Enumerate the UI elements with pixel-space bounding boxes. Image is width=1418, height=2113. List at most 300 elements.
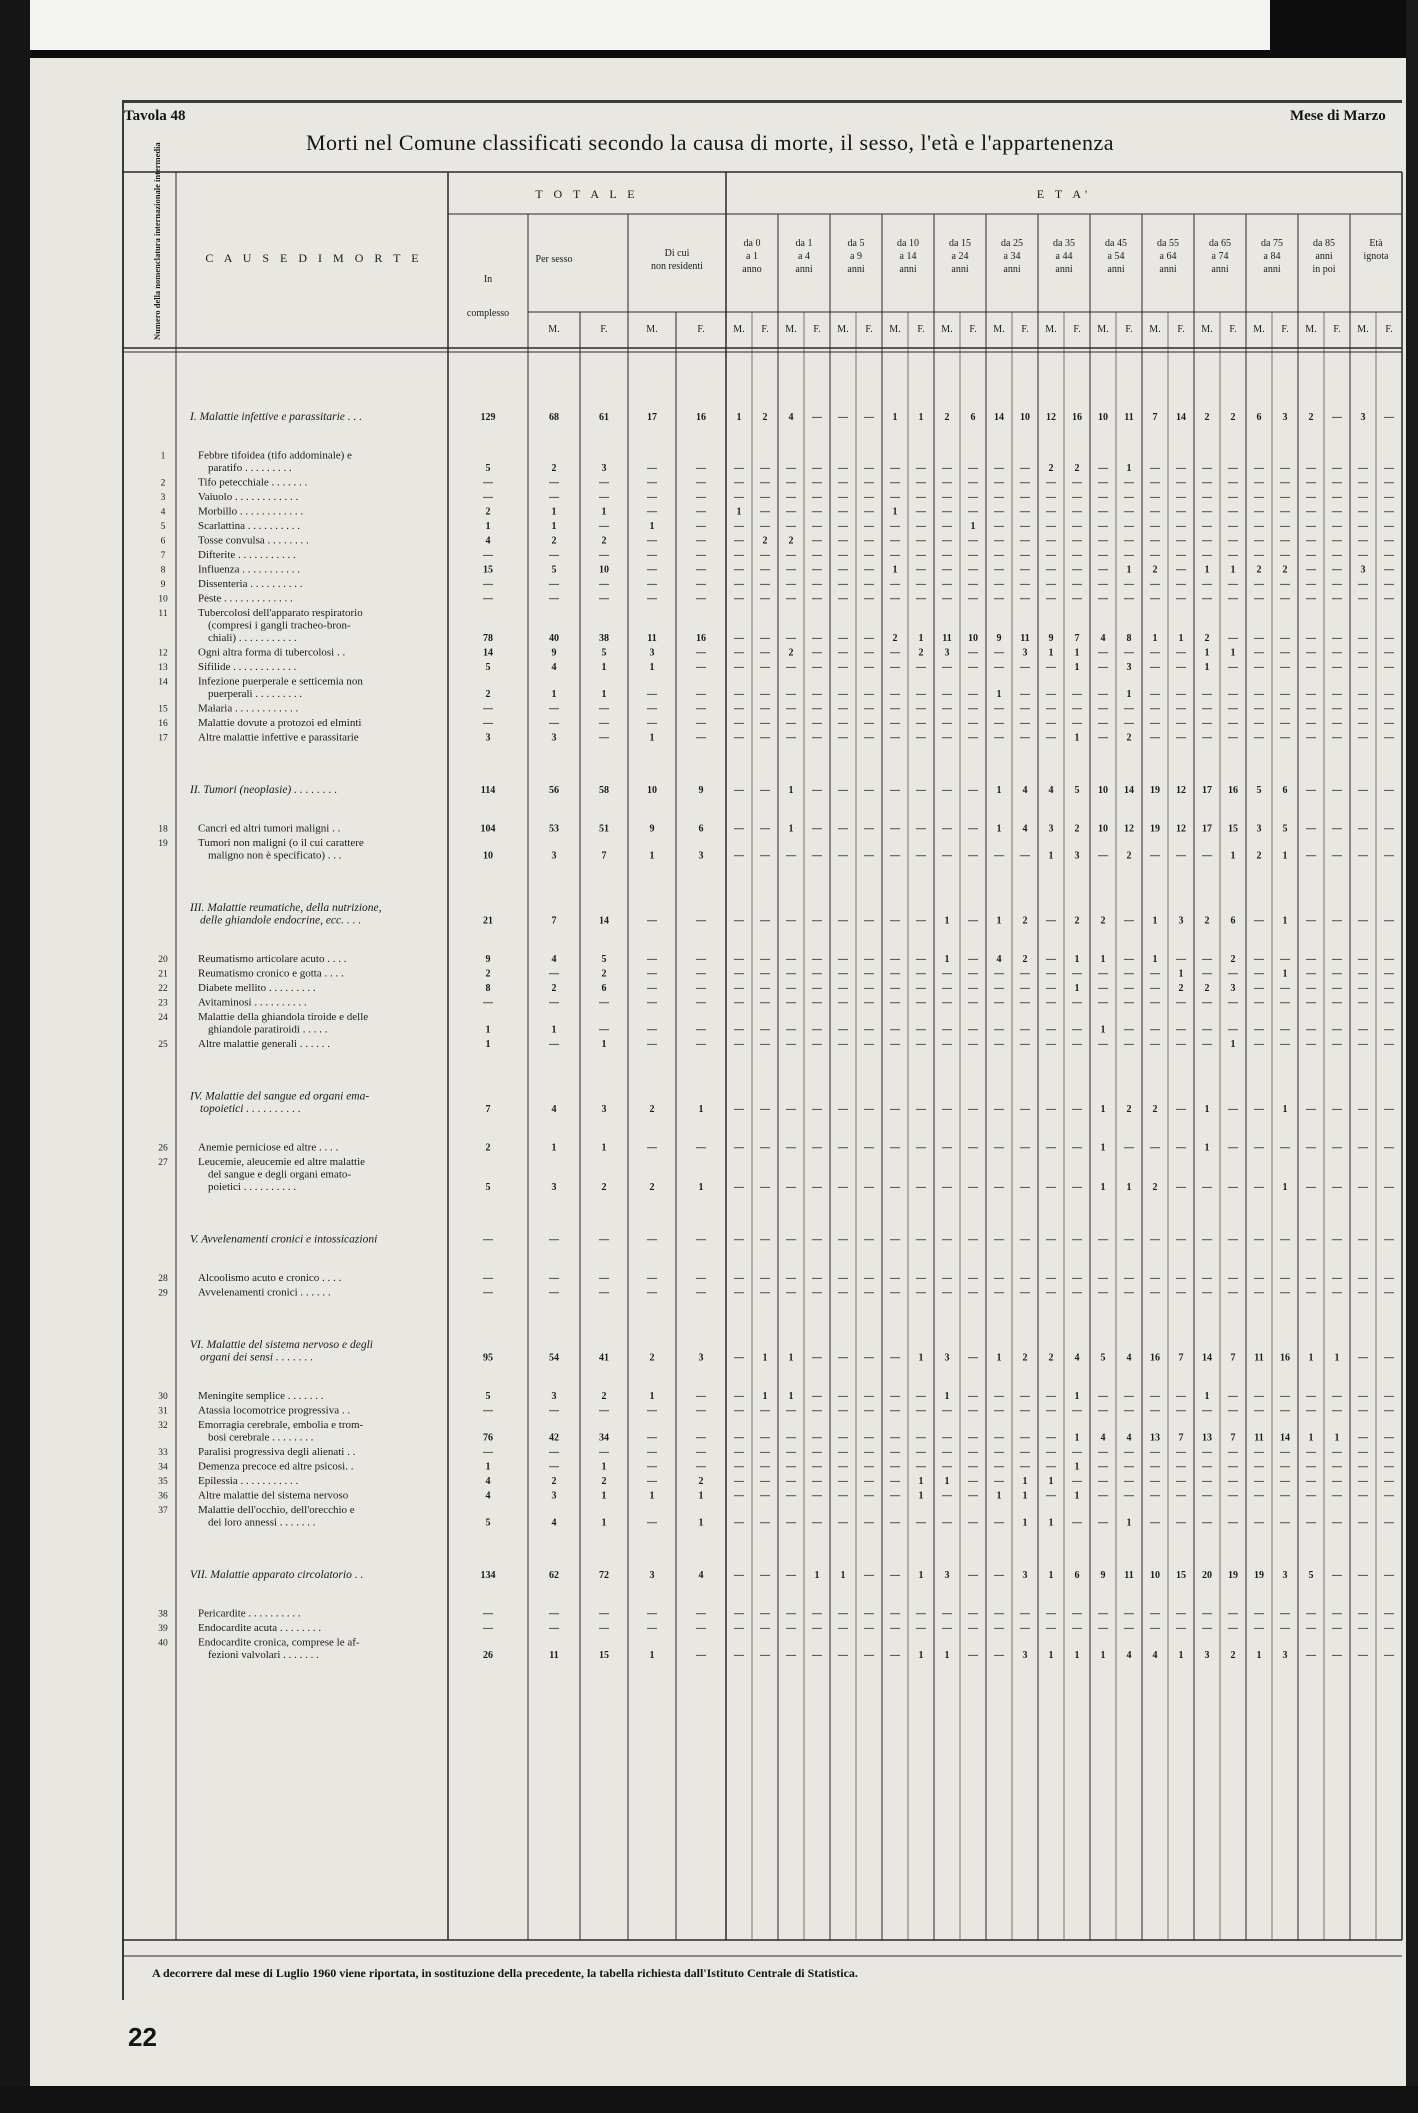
age-value: —: [968, 1039, 978, 1050]
male-value: —: [549, 718, 559, 729]
age-value: —: [864, 647, 874, 659]
age-value: —: [1202, 550, 1212, 561]
total-value: 2: [485, 506, 491, 518]
age-value: —: [760, 492, 770, 503]
age-value: 2: [762, 412, 768, 423]
age-value: —: [916, 1432, 926, 1444]
age-value: —: [1358, 1391, 1368, 1402]
cause-code: 12: [158, 648, 168, 659]
age-value: —: [890, 463, 900, 474]
age-value: —: [968, 732, 978, 744]
age-value: —: [1072, 968, 1082, 980]
age-value: 1: [1100, 1104, 1106, 1115]
age-value: —: [1280, 718, 1290, 729]
male-value: —: [549, 1287, 559, 1299]
male-value: —: [549, 550, 559, 561]
age-value: —: [1358, 647, 1368, 659]
age-value: —: [994, 579, 1004, 590]
age-value: —: [1124, 1273, 1134, 1284]
age-value: —: [812, 463, 822, 474]
age-value: —: [890, 662, 900, 673]
age-value: —: [1176, 1024, 1186, 1036]
age-value: —: [1384, 1287, 1394, 1299]
age-sex-header: F.: [1125, 324, 1133, 335]
age-value: —: [942, 535, 952, 547]
male-value: 42: [549, 1432, 559, 1444]
age-value: —: [1358, 593, 1368, 605]
age-value: —: [1280, 689, 1290, 700]
age-value: —: [838, 703, 848, 715]
age-value: —: [1332, 463, 1342, 474]
age-value: —: [1306, 1273, 1316, 1284]
age-value: 14: [1280, 1432, 1290, 1444]
nonres-female-value: —: [696, 732, 706, 744]
age-value: —: [786, 1608, 796, 1620]
cause-code: 15: [158, 704, 168, 715]
cause-label: Febbre tifoidea (tifo addominale) e: [198, 449, 352, 462]
age-value: —: [734, 997, 744, 1009]
age-value: —: [1150, 1461, 1160, 1473]
cause-code: 10: [158, 594, 168, 605]
age-value: —: [1124, 477, 1134, 489]
age-value: —: [1098, 689, 1108, 700]
age-value: —: [968, 1391, 978, 1402]
age-value: —: [1202, 477, 1212, 489]
age-value: —: [942, 1461, 952, 1473]
age-value: —: [1332, 477, 1342, 489]
age-value: 2: [1074, 463, 1080, 474]
age-value: —: [1150, 647, 1160, 659]
age-value: —: [734, 1391, 744, 1402]
age-value: —: [1072, 718, 1082, 729]
nonres-female-value: —: [696, 1234, 706, 1246]
age-value: 11: [1124, 412, 1134, 423]
age-value: —: [1306, 550, 1316, 561]
age-value: 1: [788, 1391, 794, 1402]
age-value: —: [734, 689, 744, 700]
age-value: —: [864, 968, 874, 980]
nonres-male-value: 3: [649, 647, 655, 659]
age-value: —: [1306, 1447, 1316, 1458]
age-value: —: [1176, 703, 1186, 715]
age-value: —: [864, 997, 874, 1009]
age-value: —: [1254, 1490, 1264, 1502]
age-value: —: [1124, 535, 1134, 547]
age-value: —: [1358, 785, 1368, 796]
age-value: —: [994, 1447, 1004, 1458]
age-value: —: [812, 689, 822, 700]
age-value: —: [812, 1623, 822, 1634]
age-value: 1: [1230, 564, 1236, 576]
age-value: —: [1072, 1447, 1082, 1458]
age-value: 4: [1022, 823, 1028, 835]
age-value: —: [1202, 1608, 1212, 1620]
age-value: —: [1202, 1623, 1212, 1634]
cause-label: Cancri ed altri tumori maligni . .: [198, 822, 341, 835]
age-value: —: [1046, 915, 1056, 927]
age-value: —: [1202, 703, 1212, 715]
age-value: —: [1358, 954, 1368, 965]
male-value: —: [549, 1039, 559, 1050]
age-value: 1: [1100, 954, 1106, 965]
age-value: —: [734, 703, 744, 715]
age-value: —: [1046, 968, 1056, 980]
nonres-female-value: —: [696, 1623, 706, 1634]
female-value: 1: [601, 1039, 607, 1050]
age-value: 1: [1074, 954, 1080, 965]
age-value: —: [942, 521, 952, 532]
female-value: —: [599, 997, 609, 1009]
age-value: —: [1176, 477, 1186, 489]
age-value: 2: [762, 535, 768, 547]
age-value: —: [786, 550, 796, 561]
age-value: —: [760, 732, 770, 744]
age-value: —: [916, 521, 926, 532]
in-complesso-label: complesso: [466, 308, 510, 319]
age-value: 1: [1126, 564, 1132, 576]
male-value: 4: [551, 1104, 557, 1115]
age-value: 2: [1152, 1104, 1158, 1115]
age-group-header: da 15: [949, 238, 971, 249]
age-value: —: [1306, 1608, 1316, 1620]
age-value: —: [1254, 997, 1264, 1009]
age-value: —: [838, 1517, 848, 1529]
age-value: —: [1280, 1391, 1290, 1402]
age-value: 1: [944, 1476, 950, 1487]
cause-group-label: organi dei sensi . . . . . . .: [200, 1351, 314, 1364]
age-value: 12: [1124, 823, 1134, 835]
age-value: —: [1280, 997, 1290, 1009]
cause-code: 4: [160, 507, 166, 518]
age-value: —: [1098, 550, 1108, 561]
total-value: 104: [480, 823, 496, 835]
total-value: 2: [485, 689, 491, 700]
age-value: —: [812, 954, 822, 965]
age-value: —: [734, 954, 744, 965]
cause-label: Meningite semplice . . . . . . .: [198, 1390, 324, 1402]
age-value: —: [1098, 1476, 1108, 1487]
age-value: —: [1306, 1490, 1316, 1502]
age-value: —: [1280, 732, 1290, 744]
age-value: —: [1280, 1273, 1290, 1284]
age-value: —: [1384, 1461, 1394, 1473]
cause-code: 6: [160, 536, 166, 547]
age-value: —: [734, 850, 744, 862]
age-value: —: [734, 1461, 744, 1473]
age-value: —: [812, 915, 822, 927]
age-value: —: [1228, 703, 1238, 715]
age-value: —: [942, 1287, 952, 1299]
age-value: 2: [1256, 564, 1262, 576]
age-value: —: [1384, 535, 1394, 547]
age-value: —: [968, 718, 978, 729]
age-value: —: [760, 823, 770, 835]
age-value: —: [864, 593, 874, 605]
female-value: 10: [599, 564, 609, 576]
age-value: —: [864, 1142, 874, 1154]
age-value: —: [916, 997, 926, 1009]
age-value: —: [1332, 633, 1342, 644]
male-value: —: [549, 579, 559, 590]
age-value: —: [812, 633, 822, 644]
age-value: —: [1254, 1234, 1264, 1246]
nonres-male-value: —: [647, 535, 657, 547]
age-value: —: [812, 703, 822, 715]
age-value: —: [786, 564, 796, 576]
age-value: —: [1358, 1024, 1368, 1036]
age-value: —: [1384, 647, 1394, 659]
age-value: —: [864, 1623, 874, 1634]
age-value: —: [994, 593, 1004, 605]
age-value: 2: [892, 633, 898, 644]
age-value: —: [838, 535, 848, 547]
age-value: —: [734, 1623, 744, 1634]
cause-code: 22: [158, 984, 168, 994]
age-value: —: [942, 1447, 952, 1458]
sex-header-f: F.: [697, 324, 705, 335]
age-value: —: [734, 718, 744, 729]
male-value: —: [549, 703, 559, 715]
age-value: —: [812, 1476, 822, 1487]
age-value: —: [1176, 689, 1186, 700]
age-value: —: [890, 1024, 900, 1036]
cause-group-label: topoietici . . . . . . . . . .: [200, 1103, 301, 1115]
total-value: —: [483, 1447, 493, 1458]
age-sex-header: M.: [733, 324, 745, 335]
age-group-header: anni: [1107, 264, 1125, 275]
age-value: —: [1150, 1608, 1160, 1620]
age-value: —: [1124, 1039, 1134, 1050]
age-value: —: [1332, 593, 1342, 605]
age-group-header: da 5: [847, 238, 865, 249]
total-value: 5: [485, 1391, 491, 1402]
age-value: —: [1124, 954, 1134, 965]
age-value: —: [890, 823, 900, 835]
total-value: 114: [480, 785, 496, 796]
age-value: —: [786, 732, 796, 744]
sex-header-f: F.: [600, 324, 608, 335]
age-value: 7: [1074, 633, 1080, 644]
age-value: —: [1384, 1405, 1394, 1417]
cause-label: (compresi i gangli tracheo-bron-: [208, 619, 351, 632]
age-value: 4: [1126, 1650, 1132, 1661]
age-value: —: [1384, 564, 1394, 576]
age-value: —: [1228, 1024, 1238, 1036]
age-value: —: [1306, 1024, 1316, 1036]
age-value: —: [786, 1447, 796, 1458]
age-group-header: da 1: [795, 238, 813, 249]
age-value: —: [1384, 463, 1394, 474]
age-value: —: [1228, 633, 1238, 644]
age-value: —: [1176, 1273, 1186, 1284]
age-value: —: [760, 593, 770, 605]
age-value: —: [994, 550, 1004, 561]
age-value: 1: [918, 1650, 924, 1661]
male-value: 2: [551, 463, 557, 474]
age-value: —: [864, 412, 874, 423]
age-value: 1: [1308, 1352, 1314, 1364]
cause-code: 13: [158, 663, 168, 673]
age-value: 1: [1074, 662, 1080, 673]
age-value: —: [1046, 1432, 1056, 1444]
age-value: —: [760, 1623, 770, 1634]
age-value: —: [760, 983, 770, 994]
age-value: —: [1228, 1490, 1238, 1502]
age-value: —: [1384, 1391, 1394, 1402]
age-value: —: [734, 968, 744, 980]
age-value: 6: [970, 412, 976, 423]
nonres-female-value: —: [696, 477, 706, 489]
age-value: —: [760, 1608, 770, 1620]
age-value: —: [968, 785, 978, 796]
male-value: 2: [551, 535, 557, 547]
age-value: 11: [1254, 1432, 1264, 1444]
age-value: —: [1176, 850, 1186, 862]
age-value: 1: [788, 823, 794, 835]
age-value: —: [1098, 535, 1108, 547]
age-value: —: [838, 1447, 848, 1458]
age-value: 11: [1124, 1570, 1134, 1581]
age-value: —: [1176, 535, 1186, 547]
totale-header: T O T A L E: [535, 187, 639, 201]
age-value: 2: [1126, 732, 1132, 744]
age-value: 3: [1360, 564, 1366, 576]
age-value: —: [1202, 1039, 1212, 1050]
age-value: —: [812, 1517, 822, 1529]
age-value: —: [864, 1476, 874, 1487]
age-value: —: [994, 1273, 1004, 1284]
age-value: —: [1254, 718, 1264, 729]
age-value: —: [1098, 1287, 1108, 1299]
age-value: 1: [1152, 633, 1158, 644]
age-value: 6: [1074, 1570, 1080, 1581]
age-value: —: [1332, 1142, 1342, 1154]
age-sex-header: M.: [1305, 324, 1317, 335]
cause-label: chiali) . . . . . . . . . . .: [208, 632, 297, 644]
age-value: —: [1098, 1405, 1108, 1417]
age-sex-header: M.: [1149, 324, 1161, 335]
age-value: —: [1124, 1391, 1134, 1402]
age-value: —: [760, 1182, 770, 1193]
age-value: —: [1358, 1432, 1368, 1444]
age-value: —: [812, 1287, 822, 1299]
age-value: 19: [1150, 785, 1160, 796]
age-value: —: [734, 1104, 744, 1115]
age-value: —: [1254, 492, 1264, 503]
age-value: —: [734, 1039, 744, 1050]
age-value: —: [1072, 1287, 1082, 1299]
age-value: —: [1176, 1517, 1186, 1529]
age-value: —: [890, 954, 900, 965]
age-value: —: [786, 1182, 796, 1193]
age-value: —: [1306, 1234, 1316, 1246]
age-value: —: [1098, 463, 1108, 474]
female-value: —: [599, 593, 609, 605]
age-value: —: [864, 1461, 874, 1473]
cause-label: Tifo petecchiale . . . . . . .: [198, 476, 308, 489]
age-value: —: [1358, 1182, 1368, 1193]
age-value: —: [1384, 785, 1394, 796]
age-value: —: [1280, 477, 1290, 489]
age-value: —: [1332, 718, 1342, 729]
age-value: —: [1176, 1623, 1186, 1634]
age-value: —: [1124, 983, 1134, 994]
male-value: —: [549, 492, 559, 503]
age-value: —: [1384, 593, 1394, 605]
age-group-header: da 75: [1261, 238, 1283, 249]
age-sex-header: M.: [1357, 324, 1369, 335]
age-value: —: [1306, 718, 1316, 729]
age-value: —: [1358, 535, 1368, 547]
age-value: —: [734, 550, 744, 561]
total-value: —: [483, 550, 493, 561]
male-value: 1: [551, 506, 557, 518]
age-value: —: [1384, 1623, 1394, 1634]
age-value: 19: [1228, 1570, 1238, 1581]
age-value: —: [1020, 1432, 1030, 1444]
age-value: —: [1020, 1391, 1030, 1402]
age-value: —: [1306, 954, 1316, 965]
age-value: —: [1124, 1461, 1134, 1473]
age-value: —: [994, 1608, 1004, 1620]
nonres-female-value: —: [696, 1650, 706, 1661]
age-value: —: [1358, 1142, 1368, 1154]
age-value: —: [1306, 1391, 1316, 1402]
age-value: 1: [1126, 689, 1132, 700]
age-value: —: [1098, 968, 1108, 980]
age-value: —: [1358, 1447, 1368, 1458]
age-value: —: [734, 492, 744, 503]
age-value: —: [786, 1461, 796, 1473]
age-value: —: [864, 1608, 874, 1620]
cause-label: Difterite . . . . . . . . . . .: [198, 549, 296, 561]
total-value: 76: [483, 1432, 493, 1444]
age-value: —: [1358, 1287, 1368, 1299]
age-value: —: [1384, 823, 1394, 835]
age-value: 2: [1282, 564, 1288, 576]
age-value: —: [1202, 1182, 1212, 1193]
nonres-female-value: —: [696, 593, 706, 605]
nonres-male-value: 1: [649, 662, 655, 673]
age-value: 1: [1074, 1490, 1080, 1502]
age-value: —: [812, 535, 822, 547]
footnote: A decorrere dal mese di Luglio 1960 viene riportata, in sostituzione della precedente, la tabella richiesta dall'Istituto Centrale di Statistica.: [152, 1966, 858, 1980]
age-value: —: [1358, 662, 1368, 673]
nonres-male-value: —: [647, 593, 657, 605]
cause-code: 38: [158, 1609, 168, 1620]
age-value: 5: [1282, 823, 1288, 835]
age-value: 3: [1256, 823, 1262, 835]
age-value: —: [994, 703, 1004, 715]
age-value: —: [968, 535, 978, 547]
age-value: —: [1150, 1447, 1160, 1458]
age-value: 2: [1022, 954, 1028, 965]
age-value: —: [812, 593, 822, 605]
age-value: —: [734, 1432, 744, 1444]
nonres-female-value: —: [696, 915, 706, 927]
age-value: —: [1332, 954, 1342, 965]
age-value: —: [1358, 850, 1368, 862]
age-value: —: [942, 983, 952, 994]
age-value: —: [812, 1142, 822, 1154]
age-value: —: [1020, 1287, 1030, 1299]
age-value: —: [1098, 1623, 1108, 1634]
nonres-male-value: 1: [649, 1650, 655, 1661]
age-value: 4: [1100, 1432, 1106, 1444]
nonres-male-value: 1: [649, 521, 655, 532]
age-value: —: [1020, 1234, 1030, 1246]
age-value: —: [838, 1391, 848, 1402]
